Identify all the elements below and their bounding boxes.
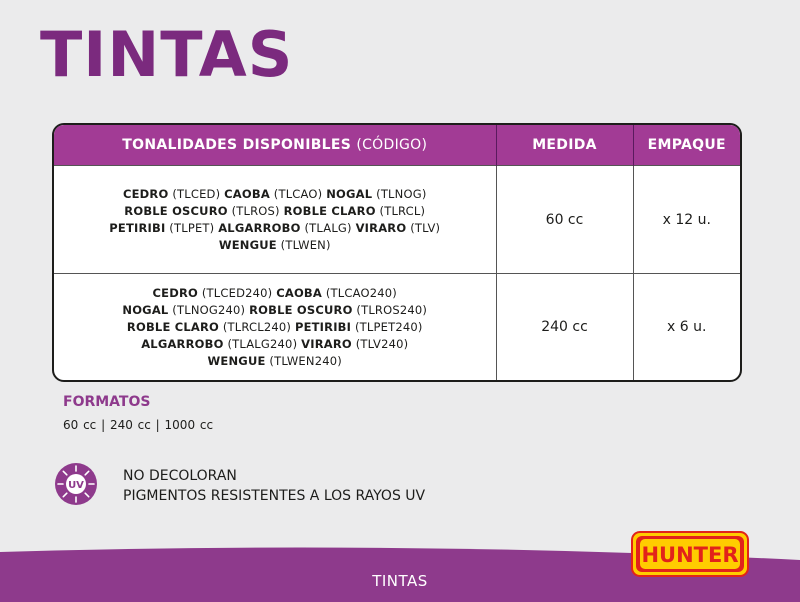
shade-name: ROBLE CLARO <box>126 319 220 334</box>
header-tonalidades: TONALIDADES DISPONIBLES (CÓDIGO) <box>54 125 496 166</box>
shade-code: (TLCED240) <box>198 285 277 300</box>
tonalidades-line <box>60 336 490 353</box>
shade-name: CEDRO <box>152 285 198 300</box>
shade-name: PETIRIBI <box>294 319 352 334</box>
table-row <box>54 166 740 274</box>
empaque-cell: x 12 u. <box>633 166 740 274</box>
tonalidades-cell <box>54 166 496 274</box>
tonalidades-line <box>60 319 490 336</box>
empaque-cell: x 6 u. <box>633 274 740 381</box>
uv-badge-label: UV <box>68 480 84 491</box>
shade-name: VIRARO <box>355 220 407 235</box>
shade-code: (TLALG240) <box>223 336 302 351</box>
formatos-heading: FORMATOS <box>63 394 151 410</box>
shade-code: (TLALG) <box>300 220 356 235</box>
page-title: TINTAS <box>40 18 294 91</box>
product-table <box>52 123 742 382</box>
shade-code: (TLWEN) <box>276 237 331 252</box>
shade-name: ROBLE OSCURO <box>249 302 353 317</box>
tonalidades-line <box>60 220 490 237</box>
header-medida: MEDIDA <box>496 125 633 166</box>
shade-code: (TLV) <box>406 220 441 235</box>
medida-cell: 240 cc <box>496 274 633 381</box>
shade-code: (TLPET240) <box>351 319 423 334</box>
shade-name: PETIRIBI <box>109 220 166 235</box>
shade-name: ALGARROBO <box>141 336 224 351</box>
shade-name: CAOBA <box>276 285 323 300</box>
table-row <box>54 274 740 381</box>
shade-name: ROBLE CLARO <box>283 203 376 218</box>
shade-code: (TLROS) <box>227 203 284 218</box>
shade-code: (TLV240) <box>351 336 409 351</box>
tonalidades-line <box>60 285 490 302</box>
tonalidades-line <box>60 203 490 220</box>
tonalidades-line <box>60 237 490 254</box>
shade-name: NOGAL <box>326 186 373 201</box>
medida-cell: 60 cc <box>496 166 633 274</box>
shade-code: (TLNOG) <box>372 186 427 201</box>
shade-name: WENGUE <box>207 353 266 368</box>
uv-line-1: NO DECOLORAN <box>123 468 237 484</box>
shade-name: NOGAL <box>122 302 169 317</box>
shade-code: (TLWEN240) <box>265 353 342 368</box>
shade-code: (TLROS240) <box>352 302 428 317</box>
shade-name: ROBLE OSCURO <box>124 203 228 218</box>
footer-label: TINTAS <box>372 572 428 590</box>
formatos-values: 60 cc | 240 cc | 1000 cc <box>63 418 214 432</box>
shade-code: (TLCAO) <box>269 186 327 201</box>
shade-name: CAOBA <box>224 186 270 201</box>
hunter-logo <box>631 529 749 579</box>
tonalidades-cell <box>54 274 496 381</box>
tonalidades-line <box>60 186 490 203</box>
shade-code: (TLNOG240) <box>168 302 250 317</box>
shade-code: (TLRCL) <box>375 203 426 218</box>
shade-code: (TLCED) <box>168 186 225 201</box>
shade-code: (TLCAO240) <box>322 285 397 300</box>
logo-text: HUNTER <box>641 543 739 567</box>
uv-line-2: PIGMENTOS RESISTENTES A LOS RAYOS UV <box>123 488 426 504</box>
shade-name: VIRARO <box>301 336 352 351</box>
shade-name: ALGARROBO <box>218 220 301 235</box>
header-empaque: EMPAQUE <box>633 125 740 166</box>
table-header-row <box>54 125 740 166</box>
shade-code: (TLPET) <box>165 220 219 235</box>
uv-sun-icon <box>54 462 98 506</box>
tonalidades-line <box>60 302 490 319</box>
uv-description <box>123 466 425 506</box>
tonalidades-line <box>60 353 490 370</box>
shade-code: (TLRCL240) <box>219 319 295 334</box>
shade-name: CEDRO <box>122 186 169 201</box>
shade-name: WENGUE <box>218 237 277 252</box>
